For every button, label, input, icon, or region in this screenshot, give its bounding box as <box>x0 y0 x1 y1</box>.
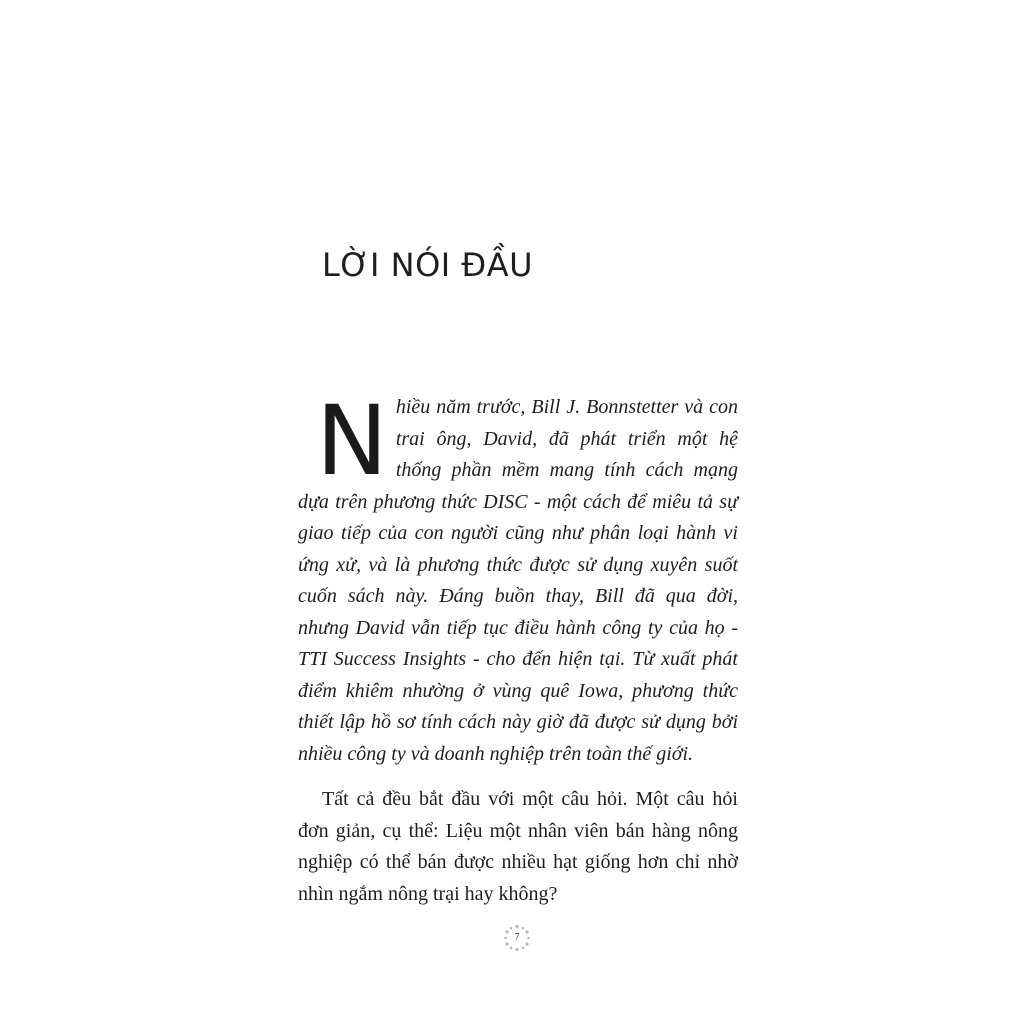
chapter-heading: LỜI NÓI ĐẦU <box>322 246 533 284</box>
body-text <box>298 385 738 910</box>
second-paragraph: Tất cả đều bắt đầu với một câu hỏi. Một câu hỏi đơn giản, cụ thể: Liệu một nhân viên bán hàng nông nghiệp có thể bán được nhiều hạt giống hơn chỉ nhờ nhìn ngắm nông trại hay không? <box>298 788 738 905</box>
drop-cap-letter: N <box>316 385 388 497</box>
page-number-ornament <box>503 924 531 952</box>
intro-paragraph-text: hiều năm trước, Bill J. Bonnstetter và con trai ông, David, đã phát triển một hệ thống phần mềm mang tính cách mạng dựa trên phương thức DISC - một cách để miêu tả sự giao tiếp của con người cũng như phân loại hành vi ứng xử, và là phương thức được sử dụng xuyên suốt cuốn sách này. Đáng buồn thay, Bill đã qua đời, nhưng David vẫn tiếp tục điều hành công ty của họ - TTI Success Insights - cho đến hiện tại. Từ xuất phát điểm khiêm nhường ở vùng quê Iowa, phương thức thiết lập hồ sơ tính cách này giờ đã được sử dụng bởi nhiều công ty và doanh nghiệp trên toàn thế giới. <box>298 396 738 765</box>
page-number: 7 <box>514 932 520 943</box>
intro-paragraph <box>298 385 738 770</box>
